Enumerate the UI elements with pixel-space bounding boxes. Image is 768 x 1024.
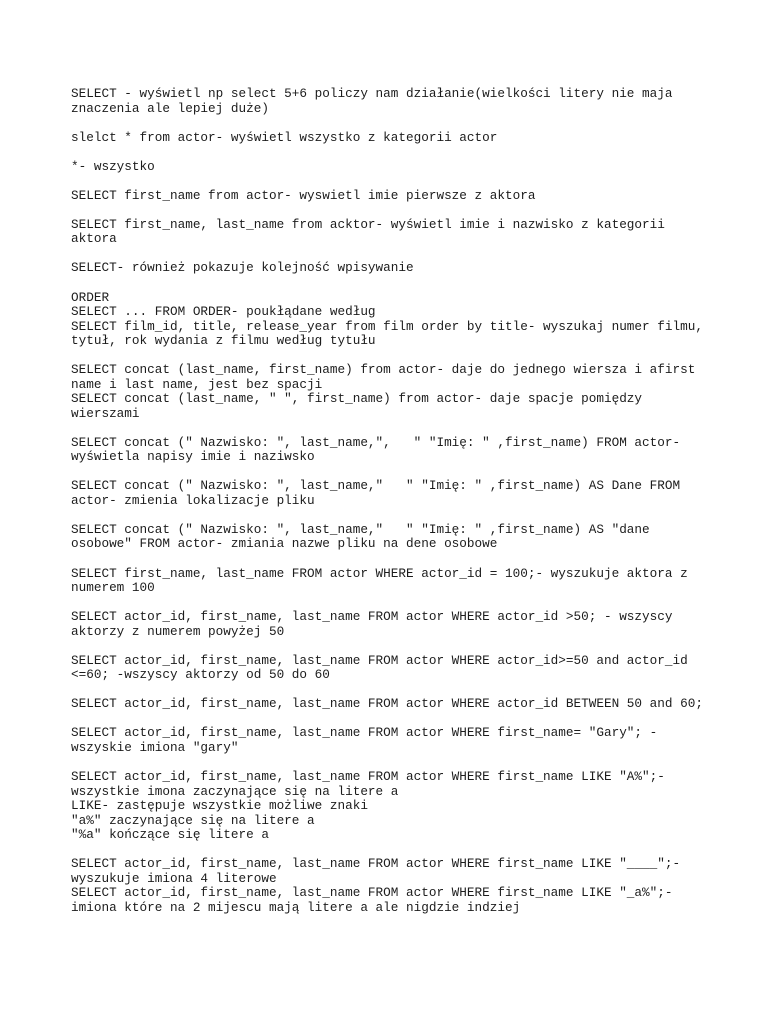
text-line: wszyskie imiona "gary" [71,739,239,755]
paragraph [71,726,738,755]
text-line: LIKE- zastępuje wszystkie możliwe znaki [71,798,368,813]
paragraph [71,567,738,596]
text-line: SELECT first_name, last_name from acktor- wyświetl imie i nazwisko z kategorii [71,216,665,232]
text-line: name i last name, jest bez spacji [71,376,323,392]
text-line: SELECT- również pokazuje kolejność wpisywanie [71,260,414,276]
paragraph [71,857,738,915]
text-line: SELECT actor_id, first_name, last_name FROM actor WHERE first_name LIKE "____";- [71,856,681,872]
paragraph [71,363,738,421]
text-line: wszystkie imona zaczynające się na litere a [71,783,399,799]
text-line: SELECT actor_id, first_name, last_name FROM actor WHERE first_name LIKE "_a%";- [71,885,673,901]
text-line: SELECT actor_id, first_name, last_name FROM actor WHERE actor_id >50; - wszyscy [71,609,673,625]
text-line: SELECT actor_id, first_name, last_name FROM actor WHERE actor_id>=50 and actor_id [71,652,688,668]
paragraph [71,160,738,175]
paragraph [71,291,738,349]
text-line: SELECT actor_id, first_name, last_name FROM actor WHERE first_name= "Gary"; - [71,725,658,741]
text-line: <=60; -wszyscy aktorzy od 50 do 60 [71,667,330,683]
text-line: tytuł, rok wydania z filmu według tytułu [71,333,376,349]
text-line: osobowe" FROM actor- zmiania nazwe pliku na dene osobowe [71,536,498,552]
text-line: imiona które na 2 mijescu mają litere a ale nigdzie indziej [71,899,521,915]
text-line: SELECT concat (last_name, first_name) from actor- daje do jednego wiersza i afirst [71,362,696,378]
text-line: "%a" kończące się litere a [71,827,269,842]
text-line: SELECT concat (" Nazwisko: ", last_name," " "Imię: " ,first_name) AS Dane FROM [71,478,681,494]
text-line: SELECT film_id, title, release_year from film order by title- wyszukaj numer filmu, [71,318,703,334]
paragraph [71,479,738,508]
text-line: SELECT first_name, last_name FROM actor WHERE actor_id = 100;- wyszukuje aktora z [71,565,688,581]
paragraph [71,131,738,146]
text-line: aktora [71,231,117,247]
paragraph [71,218,738,247]
paragraph [71,189,738,204]
document-body [71,87,738,915]
paragraph [71,610,738,639]
text-line: wyświetla napisy imie i naziwsko [71,449,315,465]
text-line: znaczenia ale lepiej duże) [71,100,269,116]
text-line: SELECT first_name from actor- wyswietl imie pierwsze z aktora [71,187,536,203]
text-line: SELECT actor_id, first_name, last_name FROM actor WHERE actor_id BETWEEN 50 and 60; [71,696,703,712]
text-line: SELECT concat (" Nazwisko: ", last_name,", " "Imię: " ,first_name) FROM actor- [71,434,681,450]
paragraph [71,697,738,712]
text-line: SELECT - wyświetl np select 5+6 policzy nam działanie(wielkości litery nie maja [71,86,673,101]
text-line: SELECT concat (" Nazwisko: ", last_name," " "Imię: " ,first_name) AS "dane [71,521,650,537]
paragraph [71,436,738,465]
text-line: SELECT actor_id, first_name, last_name FROM actor WHERE first_name LIKE "A%";- [71,769,665,784]
text-line: SELECT concat (last_name, " ", first_name) from actor- daje spacje pomiędzy [71,391,643,407]
paragraph [71,261,738,276]
paragraph [71,87,738,116]
text-line: ORDER [71,289,110,305]
text-line: SELECT ... FROM ORDER- poukłądane według [71,304,376,320]
text-line: numerem 100 [71,580,155,596]
paragraph [71,770,738,843]
text-line: aktorzy z numerem powyżej 50 [71,623,285,639]
paragraph [71,523,738,552]
paragraph [71,654,738,683]
text-line: actor- zmienia lokalizacje pliku [71,492,315,508]
text-line: *- wszystko [71,158,155,174]
text-line: wierszami [71,405,140,421]
text-line: slelct * from actor- wyświetl wszystko z kategorii actor [71,129,498,145]
text-line: wyszukuje imiona 4 literowe [71,870,277,886]
text-line: "a%" zaczynające się na litere a [71,812,315,828]
